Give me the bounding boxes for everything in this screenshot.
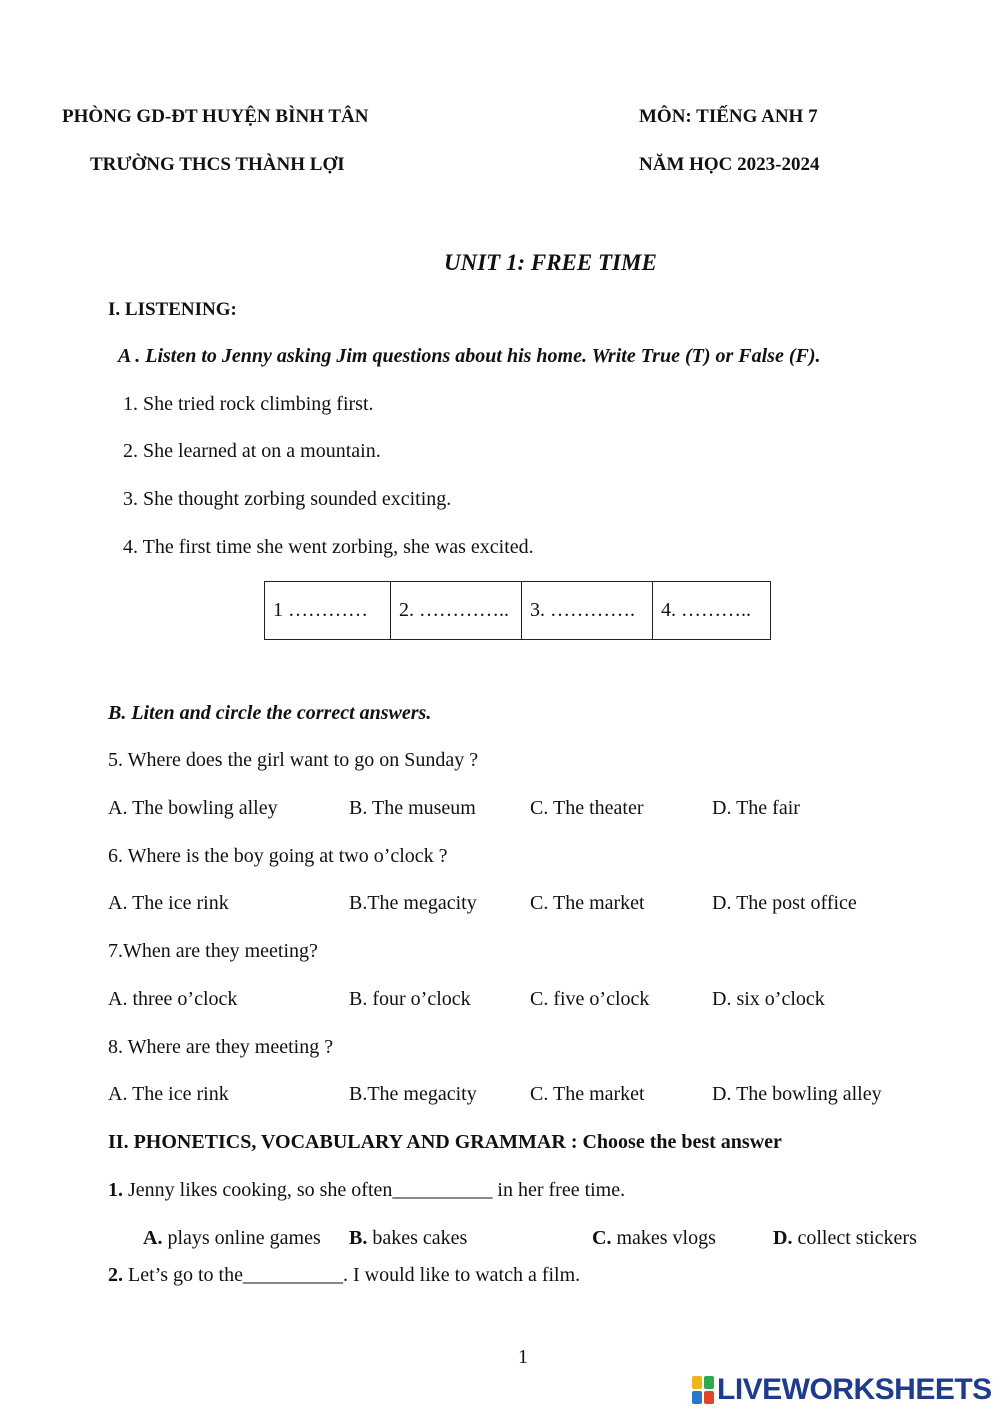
option-text: makes vlogs bbox=[611, 1227, 716, 1249]
option-text: bakes cakes bbox=[367, 1227, 468, 1249]
page-title: UNIT 1: FREE TIME bbox=[444, 250, 657, 275]
section-2-heading: II. PHONETICS, VOCABULARY AND GRAMMAR : Choose the best answer bbox=[108, 1131, 782, 1153]
option[interactable]: A. The bowling alley bbox=[108, 797, 278, 819]
statement: 1. She tried rock climbing first. bbox=[123, 393, 374, 415]
statement: 2. She learned at on a mountain. bbox=[123, 440, 381, 462]
question: 7.When are they meeting? bbox=[108, 940, 318, 962]
option[interactable]: B. The museum bbox=[349, 797, 476, 819]
option-letter: D. bbox=[773, 1227, 793, 1249]
page-number: 1 bbox=[518, 1346, 528, 1368]
option[interactable]: C. five o’clock bbox=[530, 988, 650, 1010]
question-text: Let’s go to the__________. I would like to watch a film. bbox=[123, 1264, 581, 1286]
option[interactable]: D. The bowling alley bbox=[712, 1083, 882, 1105]
option[interactable]: A. The ice rink bbox=[108, 892, 229, 914]
statement: 4. The first time she went zorbing, she was excited. bbox=[123, 536, 534, 558]
school-name: TRƯỜNG THCS THÀNH LỢI bbox=[90, 154, 345, 175]
part-b-instruction: B. Liten and circle the correct answers. bbox=[108, 702, 432, 724]
option[interactable]: B. four o’clock bbox=[349, 988, 471, 1010]
option-text: plays online games bbox=[162, 1227, 321, 1249]
listening-heading: I. LISTENING: bbox=[108, 299, 237, 320]
option-letter: B. bbox=[349, 1227, 368, 1249]
option[interactable]: C. The market bbox=[530, 1083, 645, 1105]
question-number: 2. bbox=[108, 1264, 123, 1286]
option[interactable]: A. three o’clock bbox=[108, 988, 238, 1010]
option[interactable]: A. The ice rink bbox=[108, 1083, 229, 1105]
option[interactable]: C. The market bbox=[530, 892, 645, 914]
option[interactable]: C. The theater bbox=[530, 797, 644, 819]
question: 5. Where does the girl want to go on Sunday ? bbox=[108, 749, 479, 771]
school-year: NĂM HỌC 2023-2024 bbox=[639, 154, 820, 175]
option[interactable] bbox=[143, 1228, 321, 1248]
option[interactable] bbox=[773, 1228, 917, 1248]
option-text: collect stickers bbox=[792, 1227, 917, 1249]
logo-text: LIVEWORKSHEETS bbox=[717, 1373, 992, 1406]
question-1 bbox=[108, 1180, 625, 1200]
option[interactable]: B.The megacity bbox=[349, 892, 477, 914]
option[interactable]: D. six o’clock bbox=[712, 988, 825, 1010]
option[interactable]: B.The megacity bbox=[349, 1083, 477, 1105]
subject: MÔN: TIẾNG ANH 7 bbox=[639, 106, 818, 127]
liveworksheets-logo bbox=[692, 1375, 992, 1405]
option[interactable] bbox=[592, 1228, 716, 1248]
answer-cell[interactable]: 2. ………….. bbox=[391, 582, 522, 640]
answer-cell[interactable]: 1 ………… bbox=[265, 582, 391, 640]
option[interactable]: D. The fair bbox=[712, 797, 800, 819]
statement: 3. She thought zorbing sounded exciting. bbox=[123, 488, 452, 510]
question: 8. Where are they meeting ? bbox=[108, 1036, 334, 1058]
option-letter: C. bbox=[592, 1227, 612, 1249]
question-text: Jenny likes cooking, so she often__________ in her free time. bbox=[123, 1179, 626, 1201]
option-letter: A. bbox=[143, 1227, 163, 1249]
logo-tiles-icon bbox=[692, 1376, 714, 1404]
answer-cell[interactable]: 4. ……….. bbox=[653, 582, 771, 640]
question-2 bbox=[108, 1265, 580, 1285]
part-a-instruction: A . Listen to Jenny asking Jim questions about his home. Write True (T) or False (F). bbox=[118, 345, 821, 367]
option[interactable] bbox=[349, 1228, 467, 1248]
option[interactable]: D. The post office bbox=[712, 892, 857, 914]
answer-table bbox=[264, 581, 771, 640]
question-number: 1. bbox=[108, 1179, 123, 1201]
school-district: PHÒNG GD-ĐT HUYỆN BÌNH TÂN bbox=[62, 106, 369, 127]
question: 6. Where is the boy going at two o’clock ? bbox=[108, 845, 448, 867]
answer-cell[interactable]: 3. …………. bbox=[522, 582, 653, 640]
